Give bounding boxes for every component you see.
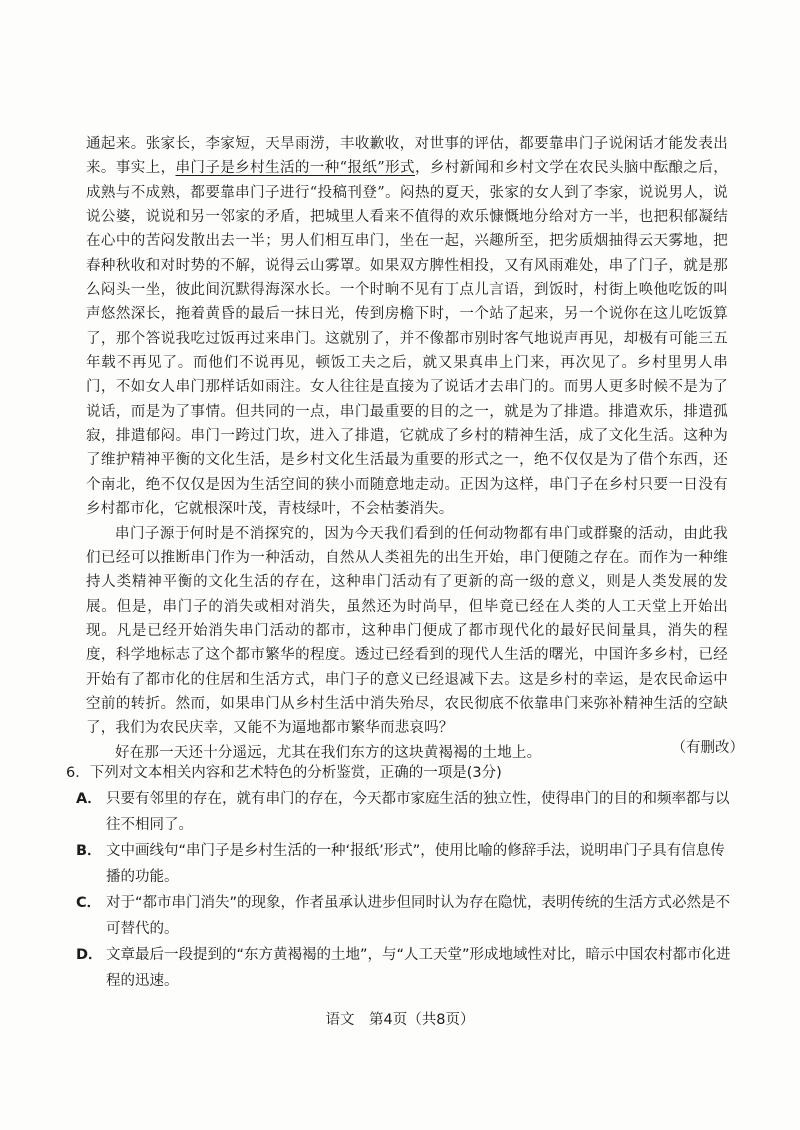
option-d (66, 942, 736, 994)
option-letter: C． (76, 895, 102, 911)
page-footer: 语文 第4页（共8页） (325, 1012, 475, 1028)
option-b (66, 838, 736, 890)
option-text: 文章最后一段提到的“东方黄褐褐的土地”，与“人工天堂”形成地域性对比，暗示中国农村都市化进程的迅速。 (106, 947, 731, 989)
passage-text: ，乡村新闻和乡村文学在农民头脑中酝酿之后，成熟与不成熟，都要靠串门子进行“投稿刊登”。闷热的夏天，张家的女人到了李家，说说男人，说说公婆，说说和另一邻家的矛盾，把城里人看来不值得的欢乐慷慨地分给对方一半，也把积郁凝结在心中的苦闷发散出去一半；男人们相互串门，坐在一起，兴趣所至，把劣质烟抽得云天雾地，把春种秋收和对时势的不解，说得云山雾罩。如果双方脾性相投，又有风雨难处，串了门子，就是那么闷头一坐，彼此间沉默得海深水长。一个时晌不见有丁点儿言语，到饭时，村街上唤他吃饭的叫声悠然深长，拖着黄昏的最后一抹日光，传到房檐下时，一个站了起来，另一个说你在这儿吃饭算了，那个答说我吃过饭再过来串门。这就别了，并不像都市别时客气地说声再见，却极有可能三五年载不再见了。而他们不说再见，顿饭工夫之后，就又果真串上门来，再次见了。乡村里男人串门，不如女人串门那样话如雨注。女人往往是直接为了说话才去串门的。而男人更多时候不是为了说话，而是为了事情。但共同的一点，串门最重要的目的之一，就是为了排遣。排遣欢乐，排遣孤寂，排遣郁闷。串门一跨过门坎，进入了排遣，它就成了乡村的精神生活，成了文化生活。这种为了维护精神平衡的文化生活，是乡村文化生活最为重要的形式之一，绝不仅仅是为了借个东西，还个南北，绝不仅仅是因为生活空间的狭小而随意地走动。正因为这样，串门子在乡村只要一日没有乡村都市化，它就根深叶茂，青枝绿叶，不会枯萎消失。 (86, 160, 729, 518)
passage-paragraph-3: 好在那一天还十分遥远，尤其在我们东方的这块黄褐褐的土地上。 (115, 744, 542, 761)
reading-passage (86, 132, 728, 765)
option-letter: B． (76, 843, 102, 859)
option-letter: A． (76, 791, 102, 807)
underlined-sentence: 串门子是乡村生活的一种“报纸”形式 (175, 160, 415, 177)
option-text: 只要有邻里的存在，就有串门的存在，今天都市家庭生活的独立性，使得串门的目的和频率都与以往不相同了。 (106, 791, 730, 833)
option-text: 对于“都市串门消失”的现象，作者虽承认进步但同时认为存在隐忧，表明传统的生活方式必然是不可替代的。 (106, 895, 731, 937)
option-text: 文中画线句“串门子是乡村生活的一种‘报纸’形式”，使用比喻的修辞手法，说明串门子具有信息传播的功能。 (106, 843, 725, 885)
option-letter: D． (76, 947, 103, 963)
option-c (66, 890, 736, 942)
passage-paragraph-2: 串门子源于何时是不消探究的，因为今天我们看到的任何动物都有串门或群聚的活动，由此我们已经可以推断串门作为一种活动，自然从人类祖先的出生开始，串门便随之存在。而作为一种维持人类精神平衡的文化生活的存在，这种串门活动有了更新的高一级的意义，则是人类发展的发展。但是，串门子的消失或相对消失，虽然还为时尚早，但毕竟已经在人类的人工天堂上开始出现。凡是已经开始消失串门活动的都市，这种串门便成了都市现代化的最好民间量具，消失的程度，科学地标志了这个都市繁华的程度。透过已经看到的现代人生活的曙光，中国许多乡村，已经开始有了都市化的住居和生活方式，串门子的意义已经退减下去。这是乡村的幸运，是农民命运中空前的转折。然而，如果串门从乡村生活中消失殆尽，农民彻底不依靠串门来弥补精神生活的空缺了，我们为农民庆幸，又能不为逼地都市繁华而悲哀吗？ (86, 525, 728, 737)
source-note: （有删改） (671, 740, 744, 756)
passage-paragraph-1 (86, 132, 728, 522)
question-stem: 6．下列对文本相关内容和艺术特色的分析鉴赏，正确的一项是(3分) (66, 765, 502, 781)
option-a (66, 786, 736, 838)
passage-text: 通起来。张家长，李家短，天旱雨涝，丰收歉收，对世事的评估，都要靠串门子说闲话才能发表出来。事实上， (86, 136, 728, 177)
question-6 (66, 760, 736, 994)
